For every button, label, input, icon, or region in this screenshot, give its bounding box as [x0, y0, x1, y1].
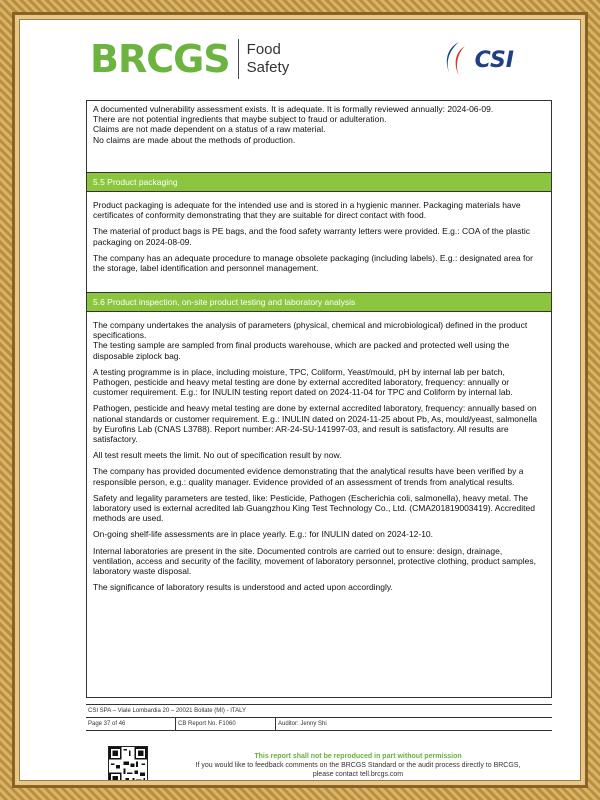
brcgs-logo-sub1: Food — [246, 41, 281, 58]
section-2-paragraph: The material of product bags is PE bags, and the food safety warranty letters were provided. E.g.: COA of the plastic packaging on 2024-08-09. — [93, 226, 531, 247]
brcgs-logo-subtitle — [247, 41, 290, 77]
section-title-product-packaging: 5.5 Product packaging — [87, 172, 551, 192]
product-packaging-block — [87, 192, 551, 292]
footer-auditor: Auditor: Jenny Shi — [278, 721, 327, 727]
section-1-line: No claims are made about the methods of production. — [93, 134, 296, 145]
footer-cb-report: CB Report No. F1060 — [176, 718, 276, 730]
brcgs-logo — [90, 34, 289, 84]
report-content-box — [86, 100, 552, 698]
section-1-line: A documented vulnerability assessment exists. It is adequate. It is formally reviewed annually: 2024-06-09. — [93, 104, 494, 114]
product-inspection-block — [87, 312, 551, 602]
section-3-paragraph: Pathogen, pesticide and heavy metal testing are done by external accredited laboratory, frequency: annually based on national standards or customer requirement. E.g.: INULIN dated on 2024-11-25 about Pb, As, mould/yeast, salmonella by Eurofins Lab (CNAS L3788). Report number: AR-24-SU-141997-03, and result is satisfactory. All results are satisfactory. — [93, 403, 537, 445]
section-3-paragraph: The company undertakes the analysis of parameters (physical, chemical and microbiological) defined in the product specifications. — [93, 320, 528, 341]
section-3-paragraph: All test result meets the limit. No out of specification result by now. — [93, 450, 342, 461]
csi-logo-word: CSI — [474, 47, 514, 73]
footer-address: CSI SPA – Viale Lombardia 20 – 20021 Bollate (MI) - ITALY — [86, 704, 552, 717]
csi-swoosh-icon — [437, 40, 473, 80]
page-header — [20, 20, 580, 92]
brcgs-logo-word: BRCGS — [90, 37, 230, 81]
csi-logo — [437, 40, 514, 80]
notice-contact: please contact tell.brcgs.com — [312, 771, 404, 778]
brcgs-logo-separator — [238, 39, 239, 79]
section-3-paragraph: The testing sample are sampled from final products warehouse, which are packed and protected well using the disposable ziplock bag. — [93, 340, 510, 361]
section-3-paragraph: The company has provided documented evidence demonstrating that the analytical results have been verified by a responsible person, e.g.: quality manager. Evidence provided of an assessment of trends from analytical results. — [93, 466, 524, 487]
section-3-paragraph: Safety and legality parameters are tested, like: Pesticide, Pathogen (Escherichia coli, salmonella), heavy metal. The laboratory used is external acredited lab Guangzhou King Test Technology Co., Ltd. (CMA201819003419). Accredited methods are used. — [93, 492, 535, 524]
footer-notice — [158, 752, 558, 779]
frame-inner — [12, 12, 588, 788]
page-footer — [86, 704, 552, 731]
footer-info-row — [86, 717, 552, 731]
section-3-paragraph: Internal laboratories are present in the site. Documented controls are carried out to ensure: design, drainage, ventilation, access and security of the facility, movement of laboratory personnel, protective clothing, product samples, laboratory waste disposal. — [93, 545, 537, 577]
section-3-paragraph: A testing programme is in place, including moisture, TPC, Coliform, Yeast/mould, pH by internal lab per batch, Pathogen, pesticide and heavy metal testing are done by external accredited laboratory, frequency: annually or customer requirement. E.g.: for INULIN testing report dated on 2024-11-04 for TPC and Coliform by internal lab. — [93, 366, 513, 398]
section-2-paragraph: The company has an adequate procedure to manage obsolete packaging (including labels). E.g.: designated area for the storage, label identification and personnel management. — [93, 252, 533, 274]
section-title-product-inspection: 5.6 Product inspection, on-site product testing and laboratory analysis — [87, 292, 551, 312]
section-3-paragraph: On-going shelf-life assessments are in place yearly. E.g.: for INULIN dated on 2024-12-10. — [93, 529, 434, 540]
section-1-line: Claims are not made dependent on a status of a raw material. — [93, 124, 326, 135]
report-page — [19, 19, 581, 781]
footer-page-number: Page 37 of 46 — [86, 718, 176, 730]
brcgs-logo-sub2: Safety — [246, 59, 290, 76]
section-2-paragraph: Product packaging is adequate for the intended use and is stored in a hygienic manner. Packaging materials have certificates of conformity demonstrating that they are suitable for direct contact with food. — [93, 200, 521, 221]
section-3-paragraph: The significance of laboratory results is understood and acted upon accordingly. — [93, 582, 393, 593]
notice-feedback: If you would like to feedback comments on the BRCGS Standard or the audit process directly to BRCGS, — [195, 762, 521, 769]
vulnerability-assessment-block — [87, 101, 551, 172]
section-1-line: There are not potential ingredients that maybe subject to fraud or adulteration. — [93, 114, 387, 125]
notice-reproduction: This report shall not be reproduced in part without permission — [254, 753, 462, 760]
qr-code-icon — [108, 746, 148, 781]
